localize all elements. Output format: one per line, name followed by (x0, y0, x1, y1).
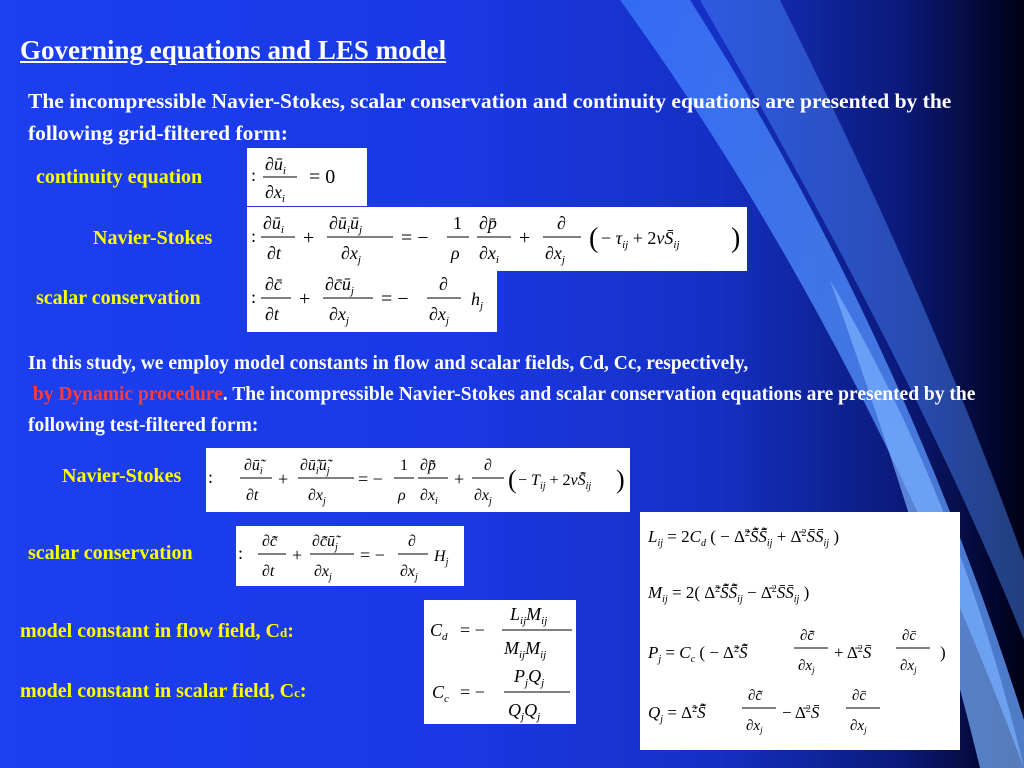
label-scalar-conservation-grid: scalar conservation (36, 287, 201, 309)
svg-text:1: 1 (400, 457, 408, 474)
label-continuity-equation: continuity equation (36, 166, 203, 188)
study-line-2: . The incompressible Navier-Stokes and scalar conservation equations are presented by the following test-filtered form: (28, 384, 976, 436)
svg-text:= −: = − (460, 682, 485, 702)
svg-text:∂xj: $\partial x_j$ (746, 718, 763, 735)
svg-text:+: + (299, 288, 311, 310)
svg-text:∂xj: $\partial x_j$ (341, 243, 361, 266)
svg-text:= −: = − (360, 545, 385, 565)
svg-text:∂: ∂ (557, 213, 566, 233)
svg-text:): ) (940, 643, 946, 662)
scalar-conservation-grid-formula (247, 268, 497, 332)
svg-text:(: ( (508, 465, 517, 494)
svg-text:∂ū̃i: $\partial ū̃_i$ (244, 457, 263, 477)
label-scalar-constant: model constant in scalar field, Cc: (20, 680, 307, 702)
svg-text:∂c̃̄ū̃j: $\partial c̃̄ū̃_j$ (312, 533, 338, 553)
svg-text:(: ( (589, 223, 599, 254)
label-navier-stokes-test: Navier-Stokes (62, 465, 182, 487)
study-paragraph (28, 348, 1008, 441)
cc-formula (424, 662, 576, 724)
svg-text:∂xi: $\partial x_i$ (479, 243, 499, 266)
svg-text:MijMij: $M_{ij}M_{ij}$ (504, 638, 547, 661)
svg-text::: : (208, 467, 214, 487)
svg-text:∂t: ∂t (246, 487, 259, 504)
svg-text:Mij = 2( Δ̃2S̃̄S̃̄ij − Δ̄2S̄S̄: $M_{ij} = 2$( $\Deltã^2S̃̄S̃̄_{ij}$ − $\Deltā^2S̄S̄_{ij}$ ) (648, 583, 810, 605)
dynamic-procedure-highlight: by Dynamic procedure (32, 384, 223, 405)
svg-text:Hj: $H_j$ (434, 548, 449, 568)
svg-text:∂xj: $\partial x_j$ (850, 718, 867, 735)
svg-text:∂xj: $\partial x_j$ (329, 304, 349, 327)
continuity-equation-formula (247, 148, 367, 206)
svg-text:∂xi: $\partial x_i$ (265, 182, 285, 205)
svg-text:+: + (292, 545, 303, 565)
svg-text:∂ū̃iū̃j: $\partial ū̃_iū̃_j$ (300, 457, 330, 477)
navier-stokes-grid-formula (247, 207, 747, 271)
svg-text:∂p̃̄: ∂p̃̄ (420, 457, 436, 474)
svg-text:∂c̄: ∂c̄ (265, 274, 282, 294)
svg-text:+: + (303, 227, 315, 249)
svg-text:∂ūiūj: $\partial ū_iū_j$ (329, 213, 363, 236)
svg-text:∂xj: $\partial x_j$ (308, 487, 326, 507)
svg-text:∂: ∂ (439, 274, 448, 294)
svg-text:= −: = − (460, 620, 485, 640)
svg-text:Cd: $C_d$ (430, 620, 448, 643)
svg-text:): ) (616, 465, 625, 494)
svg-text:− Δ̄2S̄: − Δ̄$^2$S̄ (782, 703, 820, 722)
svg-text:∂xj: $\partial x_j$ (798, 658, 815, 675)
svg-text:∂ūi: $\partial ū_i$ (263, 213, 284, 236)
svg-text:ρ: ρ (451, 243, 460, 263)
cd-formula (424, 600, 576, 662)
svg-text:+: + (454, 469, 465, 489)
svg-text:∂c̄ūj: $\partial c̄ū_j$ (325, 274, 354, 297)
svg-text:): ) (731, 223, 741, 254)
svg-text:+: + (519, 227, 531, 249)
svg-text:= −: = − (381, 288, 409, 310)
svg-text::: : (251, 226, 257, 246)
svg-text:∂c̃̄: ∂c̃̄ (262, 533, 278, 550)
svg-text:Cc: $C_c$ (432, 682, 449, 705)
study-line-1: In this study, we employ model constants in flow and scalar fields, Cd, Cc, respectively, (28, 353, 749, 374)
svg-text:= 0: = 0 (309, 166, 336, 188)
svg-text:∂xj: $\partial x_j$ (900, 658, 917, 675)
definitions-formula-block (640, 512, 960, 750)
svg-text:∂xj: $\partial x_j$ (400, 563, 418, 583)
svg-text:∂xj: $\partial x_j$ (474, 487, 492, 507)
scalar-conservation-test-formula (236, 526, 464, 586)
svg-text:∂c̃̄: ∂c̃̄ (748, 688, 763, 704)
svg-text:hj: $h_j$ (471, 289, 484, 312)
page-title: Governing equations and LES model (20, 35, 447, 65)
svg-text:∂xi: $\partial x_i$ (420, 487, 438, 507)
svg-text:PjQj: $P_jQ_j$ (514, 666, 545, 689)
svg-text:∂xj: $\partial x_j$ (429, 304, 449, 327)
svg-text:∂t: ∂t (262, 563, 275, 580)
svg-text:∂p̄: ∂p̄ (479, 213, 497, 233)
svg-text:= −: = − (358, 469, 383, 489)
svg-text:+ Δ̄2S̄: + Δ̄$^2$S̄ (834, 643, 872, 662)
label-flow-constant: model constant in flow field, Cd: (20, 620, 294, 642)
svg-text:LijMij: $L_{ij}M_{ij}$ (510, 604, 548, 627)
svg-text:1: 1 (453, 213, 462, 233)
svg-text:∂ūi: $\partial ū_i$ (265, 154, 286, 177)
svg-text:∂xj: $\partial x_j$ (314, 563, 332, 583)
label-scalar-conservation-test: scalar conservation (28, 542, 193, 564)
svg-text:∂: ∂ (408, 533, 416, 550)
navier-stokes-test-formula (206, 448, 630, 512)
svg-text:+: + (278, 469, 289, 489)
svg-text:∂t: ∂t (267, 243, 281, 263)
svg-text:∂c̄: ∂c̄ (852, 688, 867, 704)
svg-text:− τij + 2νS̄ij: − $\tau_{ij}$ + $2\nu S̄_{ij}$ (601, 228, 680, 251)
svg-text:− Tij + 2νS̃̄ij: − $T_{ij}$ + $2\nu S̃̄_{ij}$ (518, 472, 592, 492)
svg-text:Lij = 2Cd ( − Δ̃2S̃̄S̃̄ij + Δ̄: $L_{ij} = 2C_d$ ( − $\Deltã^2S̃̄S̃̄_{ij}$ + $\Deltā^2S̄S̄_{ij}$ ) (648, 527, 839, 549)
svg-text:∂: ∂ (484, 457, 492, 474)
svg-text::: : (251, 165, 257, 185)
svg-text:Qj = Δ̃2S̃̄: $Q_j$ = Δ̃$^2$S̃̄ (648, 703, 706, 725)
svg-text:ρ: ρ (398, 487, 406, 504)
svg-text:QjQj: $Q_jQ_j$ (508, 700, 541, 723)
svg-text:∂c̄: ∂c̄ (902, 628, 917, 644)
svg-text:∂t: ∂t (265, 304, 279, 324)
svg-text:Pj = Cc ( − Δ̃2S̃̄: $P_j = C_c$ ( − Δ̃$^2$S̃̄ (648, 643, 748, 665)
label-navier-stokes-grid: Navier-Stokes (93, 227, 213, 249)
svg-text:= −: = − (401, 227, 429, 249)
svg-text::: : (238, 543, 244, 563)
svg-text::: : (251, 287, 257, 307)
svg-text:∂c̃̄: ∂c̃̄ (800, 628, 815, 644)
svg-text:∂xj: $\partial x_j$ (545, 243, 565, 266)
intro-paragraph: The incompressible Navier-Stokes, scalar conservation and continuity equations are presented by the following grid-filtered form: (28, 89, 952, 145)
